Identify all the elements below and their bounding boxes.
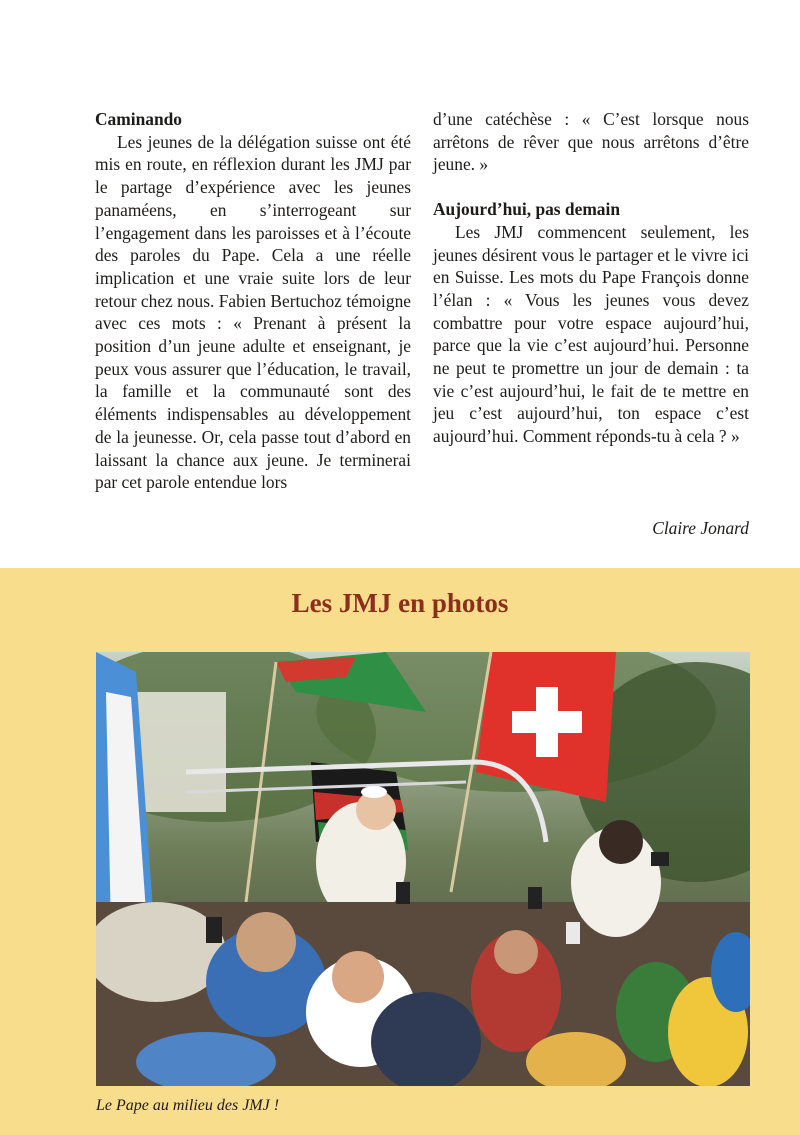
author-signature: Claire Jonard xyxy=(652,518,749,538)
section-title-caminando: Caminando xyxy=(95,109,182,129)
photo-caption: Le Pape au milieu des JMJ ! xyxy=(96,1097,280,1114)
section-caminando-continuation: d’une catéchèse : « C’est lorsque nous arrêtons de rêver que nous arrêtons d’être jeune. » xyxy=(433,109,749,175)
article-column-left xyxy=(95,108,411,494)
photo-gallery-panel xyxy=(0,568,800,1135)
pope-crowd-photo xyxy=(96,652,750,1086)
section-caminando-body: Les jeunes de la délégation suisse ont été mis en route, en réflexion durant les JMJ par le partage d’expérience avec les jeunes panaméens, en s’interrogeant sur l’engagement dans les paroisses et à l’écoute des paroles du Pape. Cela a une réelle implication et une vraie suite lors de leur retour chez nous. Fabien Bertuchoz témoigne avec ces mots : « Prenant à présent la position d’un jeune adulte et enseignant, je peux vous assurer que l’éducation, le travail, la famille et la communauté sont des éléments indispensables au développement de la jeunesse. Or, cela passe tout d’abord en laissant la chance aux jeune. Je terminerai par cet parole entendue lors xyxy=(95,131,411,493)
article-column-right xyxy=(433,108,749,448)
gallery-title: Les JMJ en photos xyxy=(291,588,509,618)
section-title-aujourdhui: Aujourd’hui, pas demain xyxy=(433,199,621,220)
section-aujourdhui-body: Les JMJ commencent seulement, les jeunes désirent vous le partager et le vivre ici en Suisse. Les mots du Pape François donne l’élan : « Vous les jeunes vous devez combattre pour votre espace aujourd’hui, parce que la vie c’est aujourd’hui. Personne ne peut te promettre un jour de demain : ta vie c’est aujourd’hui, le fait de te mettre en jeu c’est aujourd’hui, ton espace c’est aujourd’hui. Comment réponds-tu à cela ? » xyxy=(433,221,749,447)
